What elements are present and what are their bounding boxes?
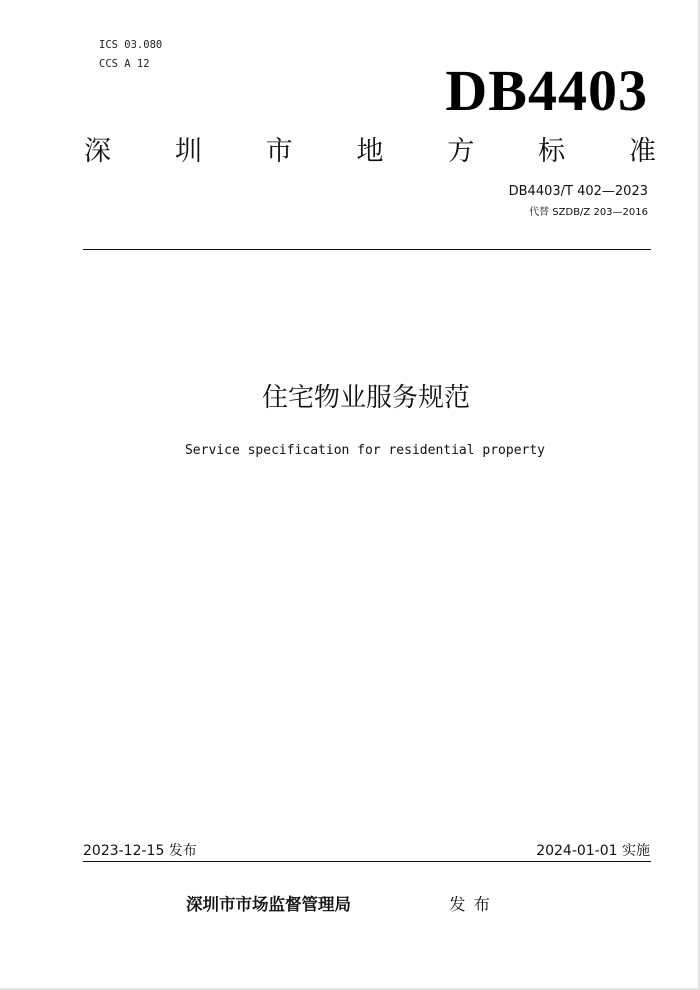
footer-divider — [83, 861, 651, 862]
standard-type-char: 地 — [356, 136, 384, 167]
publisher-name: 深圳市市场监督管理局 — [186, 895, 351, 914]
implementation-date: 2024-01-01 实施 — [536, 843, 650, 859]
issue-date: 2023-12-15 发布 — [83, 843, 197, 859]
document-title-chinese: 住宅物业服务规范 — [261, 383, 470, 413]
header-divider — [83, 249, 651, 250]
classification-codes — [99, 36, 162, 74]
standard-type-char: 标 — [538, 136, 566, 167]
ics-code: ICS 03.080 — [99, 39, 163, 51]
standard-type-char: 深 — [84, 136, 111, 167]
standard-type-char: 市 — [265, 136, 293, 167]
standard-type — [84, 132, 656, 172]
standard-type-char: 圳 — [174, 136, 202, 167]
ccs-code: CCS A 12 — [99, 58, 150, 70]
standard-type-char: 准 — [628, 136, 656, 167]
document-title-english: Service specification for residential property — [184, 443, 546, 458]
standard-type-char: 方 — [447, 136, 475, 167]
publish-label: 发布 — [449, 895, 498, 914]
standard-number: DB4403/T 402—2023 — [508, 184, 648, 199]
standard-code: DB4403 — [445, 58, 648, 123]
replaces-note: 代替 SZDB/Z 203—2016 — [529, 207, 648, 218]
